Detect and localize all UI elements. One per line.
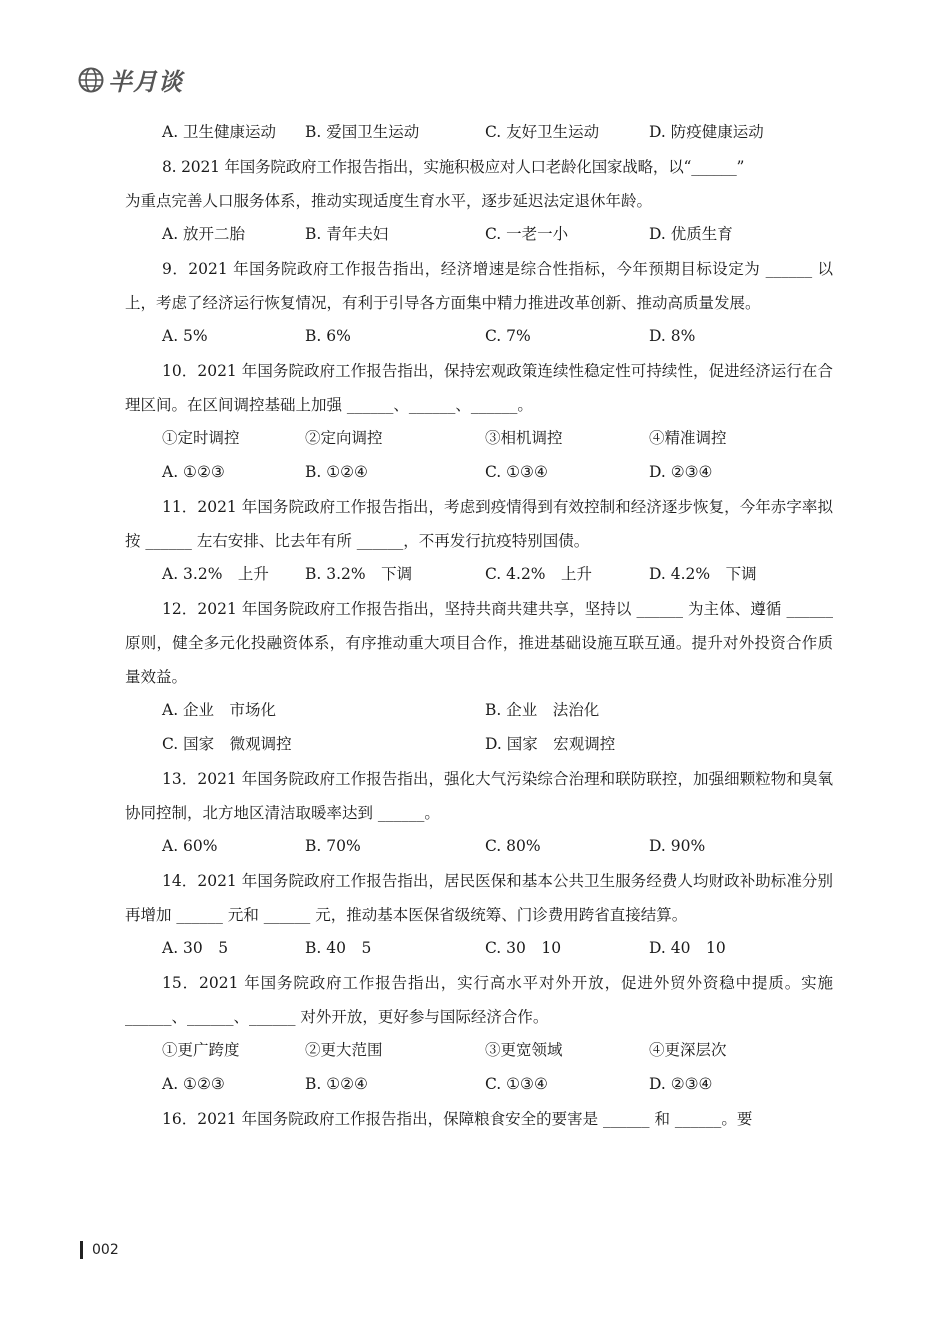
option-a: A. 60% (162, 837, 218, 855)
q15-options (125, 1068, 833, 1102)
question-11: 11．2021 年国务院政府工作报告指出，考虑到疫情得到有效控制和经济逐步恢复，今年赤字率拟按 ______ 左右安排、比去年有所 ______，不再发行抗疫特别国债。 (125, 498, 833, 550)
option-c: C. 80% (485, 837, 541, 855)
option-a: A. 企业 市场化 (162, 701, 277, 719)
q7-options (125, 116, 833, 150)
q11-options (125, 558, 833, 592)
item-4: ④更深层次 (649, 1041, 727, 1059)
header-logo (78, 62, 183, 97)
option-b: B. ①②④ (305, 463, 368, 481)
item-3: ③更宽领域 (485, 1041, 563, 1059)
question-16: 16．2021 年国务院政府工作报告指出，保障粮食安全的要害是 ______ 和 ______。要 (162, 1110, 753, 1128)
option-b: B. 40 5 (305, 939, 372, 957)
q10-options (125, 456, 833, 490)
option-b: B. 青年夫妇 (305, 225, 389, 243)
option-d: D. 优质生育 (649, 225, 733, 243)
item-1: ①定时调控 (162, 429, 240, 447)
option-c: C. ①③④ (485, 463, 548, 481)
option-b: B. 企业 法治化 (485, 701, 600, 719)
question-8-line1: 8. 2021 年国务院政府工作报告指出，实施积极应对人口老龄化国家战略，以“______” (162, 158, 745, 176)
option-d: D. 国家 宏观调控 (485, 735, 616, 753)
question-12: 12．2021 年国务院政府工作报告指出，坚持共商共建共享，坚持以 ______ 为主体、遵循 ______原则，健全多元化投融资体系，有序推动重大项目合作，推进基础设施互联互通。提升对外投资合作质量效益。 (125, 600, 833, 686)
option-a: A. 3.2% 上升 (162, 565, 269, 583)
q15-items (125, 1034, 833, 1068)
option-d: D. 4.2% 下调 (649, 565, 757, 583)
q14-options (125, 932, 833, 966)
q12-options-row1 (125, 694, 833, 728)
q13-options (125, 830, 833, 864)
option-d: D. ②③④ (649, 463, 713, 481)
question-13: 13．2021 年国务院政府工作报告指出，强化大气污染综合治理和联防联控，加强细颗粒物和臭氧协同控制，北方地区清洁取暖率达到 ______。 (125, 770, 833, 822)
option-b: B. 70% (305, 837, 361, 855)
option-c: C. 4.2% 上升 (485, 565, 593, 583)
option-b: B. ①②④ (305, 1075, 368, 1093)
option-a: A. 放开二胎 (162, 225, 246, 243)
option-a: A. 30 5 (162, 939, 229, 957)
q9-options (125, 320, 833, 354)
option-c: C. ①③④ (485, 1075, 548, 1093)
q12-options-row2 (125, 728, 833, 762)
option-a: A. ①②③ (162, 1075, 225, 1093)
item-4: ④精准调控 (649, 429, 727, 447)
q8-options (125, 218, 833, 252)
option-d: D. 90% (649, 837, 706, 855)
question-9: 9．2021 年国务院政府工作报告指出，经济增速是综合性指标，今年预期目标设定为 ______ 以上，考虑了经济运行恢复情况，有利于引导各方面集中精力推进改革创新、推动高质量发展。 (125, 260, 833, 312)
item-2: ②更大范围 (305, 1041, 383, 1059)
option-c: C. 一老一小 (485, 225, 569, 243)
page-number: 002 (92, 1242, 119, 1258)
footer-bar (80, 1241, 83, 1259)
option-a: A. 5% (162, 327, 208, 345)
item-1: ①更广跨度 (162, 1041, 240, 1059)
question-14: 14．2021 年国务院政府工作报告指出，居民医保和基本公共卫生服务经费人均财政补助标准分别再增加 ______ 元和 ______ 元，推动基本医保省级统筹、门诊费用跨省直接结算。 (125, 872, 833, 924)
item-3: ③相机调控 (485, 429, 563, 447)
logo-text: 半月谈 (108, 68, 183, 96)
option-c: C. 国家 微观调控 (162, 735, 292, 753)
option-b: B. 3.2% 下调 (305, 565, 413, 583)
question-15: 15．2021 年国务院政府工作报告指出，实行高水平对外开放，促进外贸外资稳中提质。实施 ______、______、______ 对外开放，更好参与国际经济合作。 (125, 974, 833, 1026)
option-a: A. ①②③ (162, 463, 225, 481)
option-d: D. ②③④ (649, 1075, 713, 1093)
option-a: A. 卫生健康运动 (162, 123, 277, 141)
option-c: C. 30 10 (485, 939, 562, 957)
item-2: ②定向调控 (305, 429, 383, 447)
question-8-line2: 为重点完善人口服务体系，推动实现适度生育水平，逐步延迟法定退休年龄。 (125, 192, 653, 210)
q10-items (125, 422, 833, 456)
option-c: C. 友好卫生运动 (485, 123, 600, 141)
option-b: B. 爱国卫生运动 (305, 123, 420, 141)
option-d: D. 40 10 (649, 939, 726, 957)
option-c: C. 7% (485, 327, 531, 345)
globe-icon (78, 67, 104, 93)
option-b: B. 6% (305, 327, 351, 345)
page-footer (80, 1241, 119, 1259)
page-content (125, 116, 833, 1136)
option-d: D. 防疫健康运动 (649, 123, 764, 141)
option-d: D. 8% (649, 327, 696, 345)
question-10: 10．2021 年国务院政府工作报告指出，保持宏观政策连续性稳定性可持续性，促进经济运行在合理区间。在区间调控基础上加强 ______、______、______。 (125, 362, 833, 414)
